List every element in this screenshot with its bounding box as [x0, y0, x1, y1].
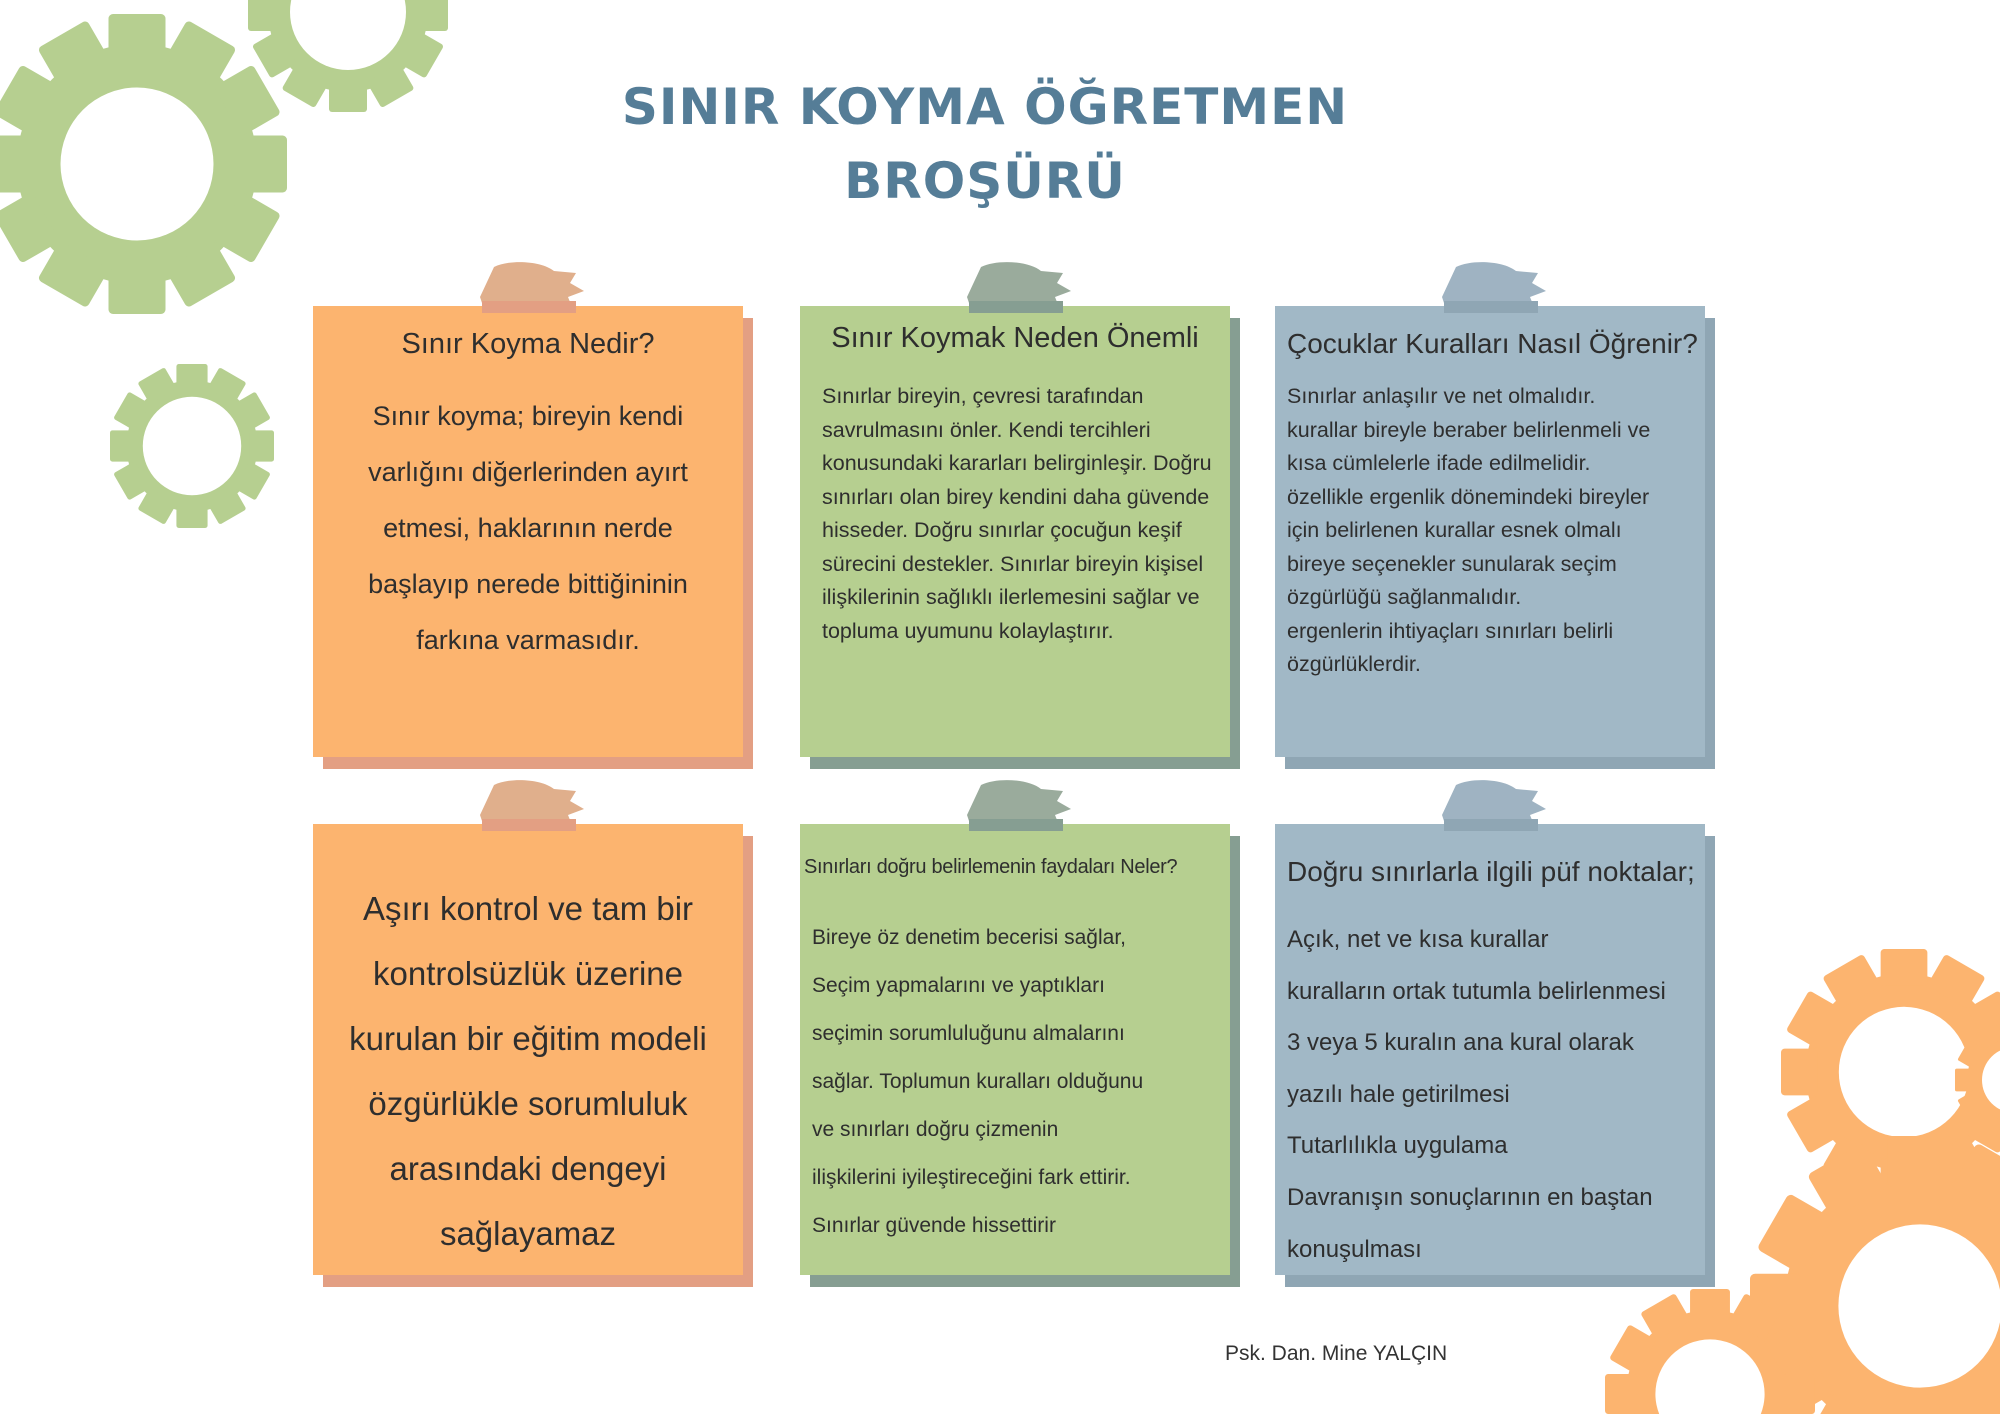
note-paper	[313, 824, 743, 1275]
note-line: özgürlüğü sağlanmalıdır.	[1287, 585, 1522, 609]
note-line: kısa cümlelerle ifade edilmelidir.	[1287, 451, 1591, 475]
note-line: ilişkilerini iyileştireceğini fark ettirir.	[812, 1166, 1131, 1189]
tape-icon	[967, 779, 1071, 837]
author-signature: Psk. Dan. Mine YALÇIN	[1225, 1342, 1448, 1365]
title-line-1: SINIR KOYMA ÖĞRETMEN	[621, 78, 1349, 136]
note-line: Açık, net ve kısa kurallar	[1287, 926, 1549, 953]
note-line: bireye seçenekler sunularak seçim	[1287, 551, 1617, 576]
note-line: kuralların ortak tutumla belirlenmesi	[1287, 977, 1666, 1005]
note-text	[1287, 380, 1697, 682]
note-paper	[800, 306, 1230, 757]
note-line: Seçim yapmalarını ve yaptıkları	[812, 974, 1105, 997]
title-line-2: BROŞÜRÜ	[844, 152, 1126, 210]
note-line: Bireye öz denetim becerisi sağlar,	[812, 926, 1126, 949]
note-line: konuşulması	[1287, 1235, 1422, 1263]
note-line: ergenlerin ihtiyaçları sınırları belirli	[1287, 618, 1614, 643]
note-line: Sınırlar anlaşılır ve net olmalıdır.	[1287, 384, 1596, 408]
note-paper	[313, 306, 743, 757]
note-heading: Sınırları doğru belirlemenin faydaları Neler?	[804, 856, 1178, 878]
note-paper	[1275, 306, 1705, 757]
note-heading: Çocuklar Kuralları Nasıl Öğrenir?	[1287, 328, 1698, 359]
note-text: Sınırlar bireyin, çevresi tarafından savrulmasını önler. Kendi tercihleri konusundaki kararları belirginleşir. Doğru sınırları olan birey kendini daha güvende hisseder. Doğru sınırlar çocuğun keşif sürecini destekler. Sınırlar bireyin kişisel ilişkilerinin sağlıklı ilerlemesini sağlar ve topluma uyumunu kolaylaştırır.	[822, 384, 1212, 643]
note-heading: Sınır Koyma Nedir?	[401, 328, 655, 360]
note-paper	[1275, 824, 1705, 1275]
tape-icon	[480, 261, 584, 319]
note-line: Tutarlılıkla uygulama	[1287, 1132, 1508, 1160]
note-text	[1287, 914, 1707, 1275]
note-text	[812, 914, 1222, 1250]
note-line: özellikle ergenlik dönemindeki bireyler	[1287, 484, 1650, 509]
note-paper	[800, 824, 1230, 1275]
note-line: sağlar. Toplumun kuralları olduğunu	[812, 1070, 1144, 1093]
note-line: için belirlenen kurallar esnek olmalı	[1287, 518, 1622, 542]
note-text: Aşırı kontrol ve tam bir kontrolsüzlük üzerine kurulan bir eğitim modeli özgürlükle sorumluluk arasındaki dengeyi sağlayamaz	[349, 890, 707, 1252]
note-line: 3 veya 5 kuralın ana kural olarak	[1287, 1029, 1634, 1057]
note-line: özgürlüklerdir.	[1287, 652, 1421, 676]
note-line: Sınırlar güvende hissettirir	[812, 1214, 1056, 1237]
note-line: yazılı hale getirilmesi	[1287, 1080, 1510, 1108]
tape-icon	[1442, 261, 1546, 319]
gear-icon	[110, 364, 274, 528]
tape-icon	[480, 779, 584, 837]
note-line: Davranışın sonuçlarının en baştan	[1287, 1183, 1653, 1211]
note-line: ve sınırları doğru çizmenin	[812, 1118, 1059, 1141]
note-text: Sınır koyma; bireyin kendi varlığını diğerlerinden ayırt etmesi, haklarının nerde başlayıp nerede bittiğininin farkına varmasıdır.	[368, 401, 688, 655]
note-line: seçimin sorumluluğunu almalarını	[812, 1022, 1125, 1045]
tape-icon	[1442, 779, 1546, 837]
page-title	[0, 70, 1970, 218]
note-line: kurallar bireyle beraber belirlenmeli ve	[1287, 417, 1651, 442]
note-heading: Doğru sınırlarla ilgili püf noktalar;	[1287, 856, 1695, 887]
note-heading: Sınır Koymak Neden Önemli	[831, 322, 1199, 354]
tape-icon	[967, 261, 1071, 319]
